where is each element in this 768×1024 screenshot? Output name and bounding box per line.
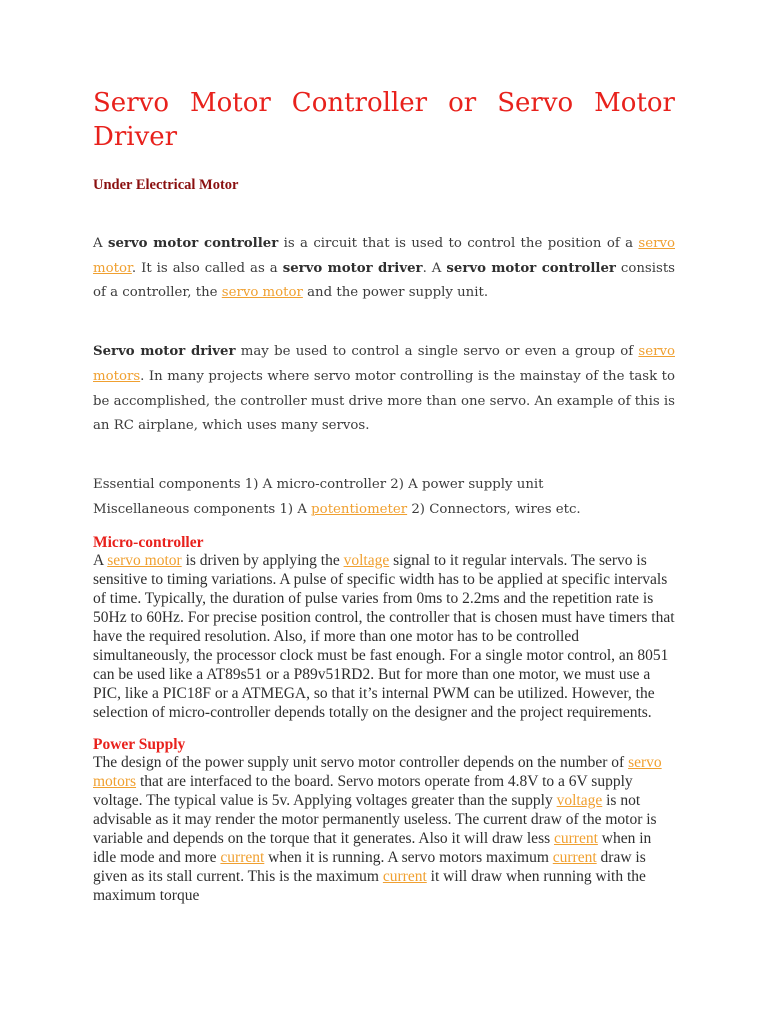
link-servo-motor[interactable]: servo motor [93,236,675,276]
text-run: may be used to control a single servo or even a group of [235,344,639,360]
components-block [93,473,675,522]
text-run: when in idle mode and more [93,830,652,867]
text-run: consists of a controller, the [93,260,676,301]
text-run: draw is given as its stall current. This is the maximum [93,849,646,885]
bold-term: Servo motor driver [93,344,236,360]
text-run: it will draw when running with the maximum torque [93,867,646,904]
page-title: Servo Motor Controller or Servo Motor Driver [93,88,675,152]
text-run: A [93,552,108,570]
bold-term: servo motor controller [107,236,279,251]
link-voltage[interactable]: voltage [556,792,603,810]
text-run: . It is also called as a [131,260,283,276]
text-run: The design of the power supply unit servo motor controller depends on the number of [93,754,629,772]
power-supply-paragraph [93,754,675,905]
link-current[interactable]: current [220,849,265,867]
link-current[interactable]: current [552,849,597,867]
text-run: that are interfaced to the board. Servo motors operate from 4.8V to a 6V supply voltage. The typical value is 5v. Applying voltages greater than the supply [93,773,633,810]
link-voltage[interactable]: voltage [343,552,390,570]
link-servo-motors[interactable]: servo motors [93,344,675,384]
bold-term: servo motor driver [282,260,423,276]
link-servo-motor[interactable]: servo motor [221,285,303,301]
bold-term: servo motor controller [446,260,616,276]
intro-paragraph-1 [93,232,675,306]
text-run: is not advisable as it may render the motor permanently useless. The current draw of the motor is variable and depends on the torque that it generates. Also it will draw less [93,792,657,848]
text-run: signal to it regular intervals. The servo is sensitive to timing variations. A pulse of specific width has to be applied at specific intervals of time. Typically, the duration of pulse varies from 0ms to 2.2ms and the repetition rate is 50Hz to 60Hz. For precise position control, the controller that is chosen must have timers that have the required resolution. Also, if more than one motor has to be controlled simultaneously, the processor clock must be fast enough. For a single motor control, an 8051 can be used like a AT89s51 or a P89v51RD2. But for more than one motor, we must use a PIC, like a PIC18F or a ATMEGA, so that it’s internal PWM can be utilized. However, the selection of micro-controller depends totally on the designer and the project requirements. [93,552,675,721]
link-current[interactable]: current [382,867,427,885]
article [93,86,675,906]
link-potentiometer[interactable]: potentiometer [311,501,408,517]
text-run: 2) Connectors, wires etc. [407,501,581,517]
text-run: when it is running. A servo motors maximum [264,849,553,867]
micro-controller-paragraph [93,552,675,722]
text-run: is driven by applying the [181,552,344,570]
section-heading-micro-controller: Micro-controller [93,534,204,552]
text-run: and the power supply unit. [302,285,489,301]
text-run: . In many projects where servo motor controlling is the mainstay of the task to be accomplished, the controller must drive more than one servo. An example of this is an RC airplane, which uses many servos. [93,368,675,434]
link-current[interactable]: current [554,830,598,848]
misc-components [93,498,675,523]
text-run: A [93,236,108,251]
link-servo-motors[interactable]: servo motors [93,754,662,791]
essential-components: Essential components 1) A micro-controller 2) A power supply unit [93,476,544,492]
link-servo-motor[interactable]: servo motor [107,552,182,570]
category-label: Under Electrical Motor [93,177,239,193]
text-run: Miscellaneous components 1) A [93,501,312,517]
text-run: is a circuit that is used to control the position of a [278,236,639,251]
intro-paragraph-2 [93,340,675,439]
section-heading-power-supply: Power Supply [93,736,186,754]
text-run: . A [422,260,447,276]
